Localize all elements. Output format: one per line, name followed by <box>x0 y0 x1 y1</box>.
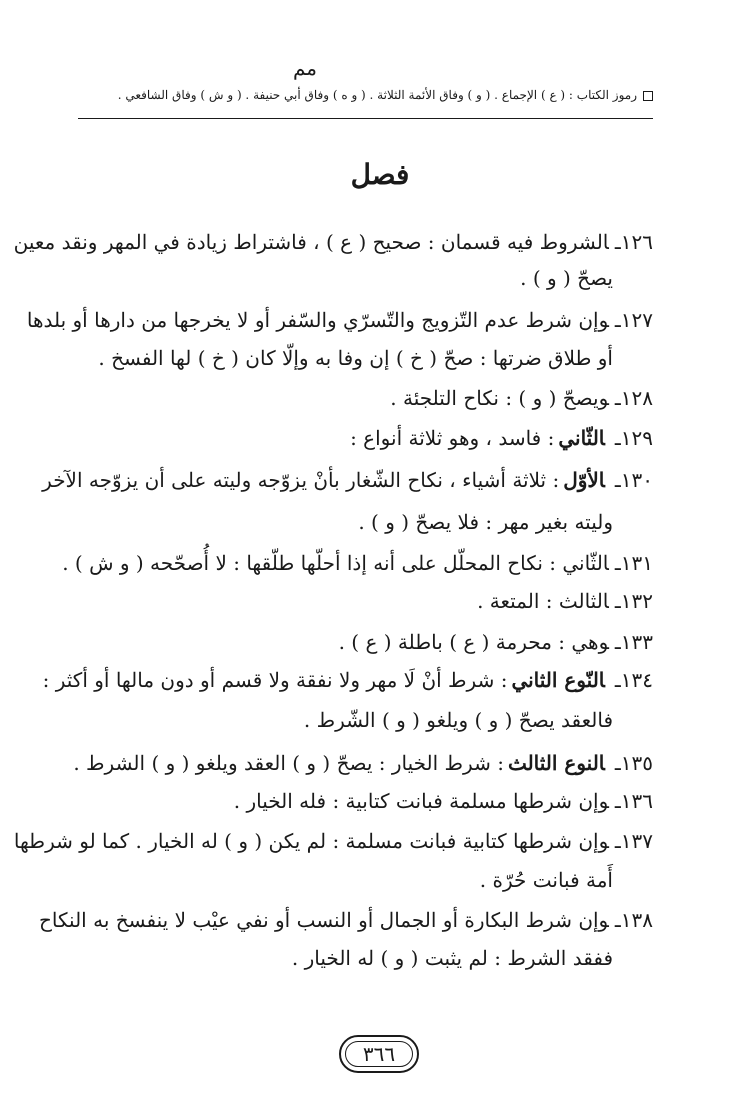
entry-138-line-1: ١٣٨ـوإن شرط البكارة أو الجمال أو النسب أو نفي عيْب لا ينفسخ به النكاح <box>39 908 653 932</box>
page-number: ٣٦٦ <box>362 1042 396 1066</box>
entry-136-line-1: ١٣٦ـوإن شرطها مسلمة فبانت كتابية : فله الخيار . <box>233 789 653 813</box>
entry-132-line-1: ١٣٢ـالثالث : المتعة . <box>477 589 653 613</box>
page-number-badge <box>339 1035 419 1073</box>
entry-131-line-1: ١٣١ـالثّاني : نكاح المحلّل على أنه إذا أحلّها طلّقها : لا أُصحّحه ( و ش ) . <box>62 551 653 575</box>
entry-134-line-1: ١٣٤ـالنّوع الثاني: شرط أنْ لَا مهر ولا نفقة ولا قسم أو دون مالها أو أكثر : <box>42 668 653 692</box>
entry-137-line-1: ١٣٧ـوإن شرطها كتابية فبانت مسلمة : لم يكن ( و ) له الخيار . كما لو شرطها <box>13 829 653 853</box>
entry-126-line-2: يصحّ ( و ) . <box>520 266 613 290</box>
entry-134-line-2: فالعقد يصحّ ( و ) ويلغو ( و ) الشّرط . <box>303 708 613 732</box>
entry-126-line-1: ١٢٦ـالشروط فيه قسمان : صحيح ( ع ) ، فاشتراط زيادة في المهر ونقد معين <box>13 230 653 254</box>
entry-129-line-1: ١٢٩ـالثّاني: فاسد ، وهو ثلاثة أنواع : <box>350 426 653 450</box>
header-text: رموز الكتاب : ( ع ) الإجماع . ( و ) وفاق الأئمة الثلاثة . ( و ه ) وفاق أبي حنيفة . ( و ش ) وفاق الشافعي . <box>117 88 637 102</box>
book-symbols-header <box>78 86 653 104</box>
entry-130-line-1: ١٣٠ـالأوّل: ثلاثة أشياء ، نكاح الشّغار بأنْ يزوّجه وليته على أن يزوّجه الآخر <box>42 468 653 492</box>
top-mark: مم <box>292 56 318 80</box>
header-rule <box>78 118 653 119</box>
entry-128-line-1: ١٢٨ـويصحّ ( و ) : نكاح التلجئة . <box>390 386 653 410</box>
entry-135-line-1: ١٣٥ـالنوع الثالث: شرط الخيار : يصحّ ( و ) العقد ويلغو ( و ) الشرط . <box>73 751 653 775</box>
section-title: فصل <box>350 158 410 191</box>
entry-138-line-2: ففقد الشرط : لم يثبت ( و ) له الخيار . <box>291 946 613 970</box>
entry-137-line-2: أَمة فبانت حُرّة . <box>479 868 613 892</box>
square-bullet-icon <box>643 91 653 101</box>
entry-130-line-2: وليته بغير مهر : فلا يصحّ ( و ) . <box>358 510 613 534</box>
entry-133-line-1: ١٣٣ـوهي : محرمة ( ع ) باطلة ( ع ) . <box>338 630 653 654</box>
entry-127-line-2: أو طلاق ضرتها : صحّ ( خ ) إن وفا به وإلّا كان ( خ ) لها الفسخ . <box>98 346 613 370</box>
entry-127-line-1: ١٢٧ـوإن شرط عدم التّزويج والتّسرّي والسّفر أو لا يخرجها من دارها أو بلدها <box>26 308 653 332</box>
